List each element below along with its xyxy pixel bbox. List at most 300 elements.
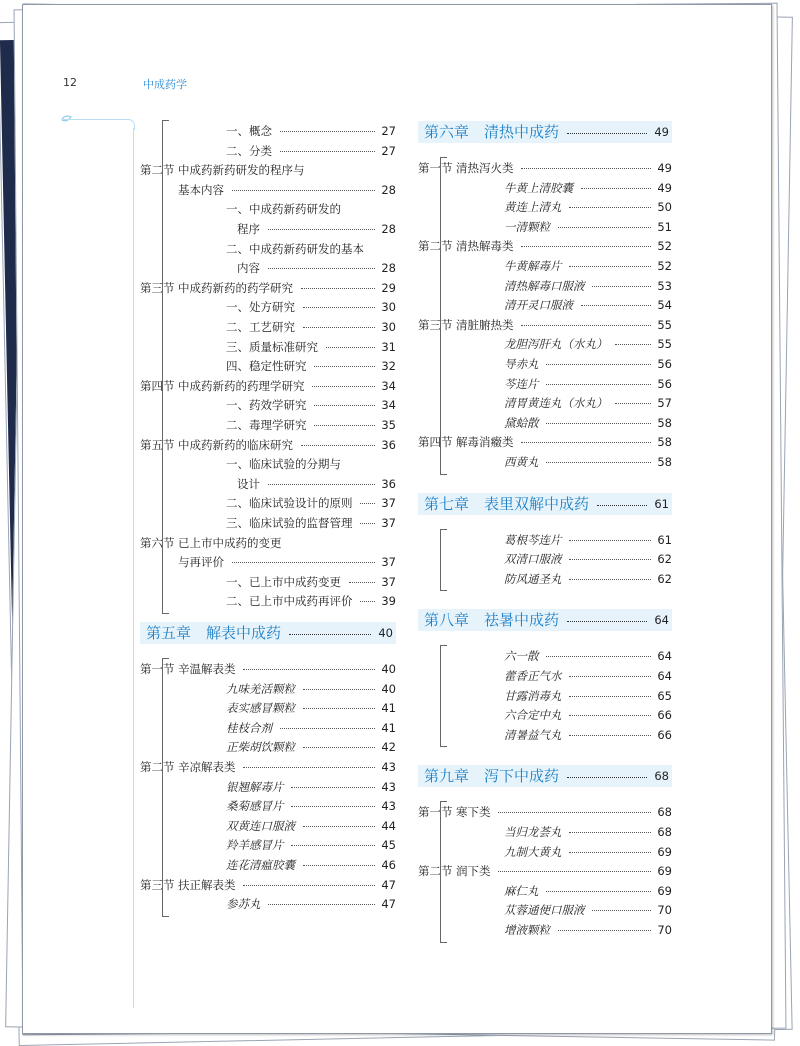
page-ref: 27 [381,143,396,158]
chapter-heading [418,493,672,515]
section-bracket [162,658,169,917]
entry-title: 一、中成药新药研发的 [226,202,341,217]
page-ref: 68 [657,805,672,820]
entry-title: 中成药新药的药学研究 [178,280,293,295]
page-ref: 28 [381,182,396,197]
page-ref: 51 [657,219,672,234]
toc-entry-row [140,573,396,591]
leader-dots [303,689,375,690]
leader-dots [360,523,375,524]
page-ref: 56 [657,357,672,371]
leader-dots [291,845,375,846]
toc-section-row [140,758,396,776]
decorative-rule [62,119,130,120]
toc-entry-row [140,259,396,277]
page-ref: 36 [381,476,396,491]
toc-section-row [418,316,672,334]
page-ref: 40 [381,681,396,696]
toc-entry-row [140,475,396,493]
entry-title: 润下类 [456,864,491,879]
toc-section-row [140,436,396,454]
entry-title: 导赤丸 [504,357,539,371]
entry-title: 黄连上清丸 [504,200,562,215]
page-ref: 32 [381,359,396,374]
entry-title: 羚羊感冒片 [226,838,284,853]
entry-title: 参苏丸 [226,897,261,912]
leader-dots [615,403,651,404]
section-bracket [440,645,447,747]
leader-dots [546,891,651,892]
page-ref: 35 [381,418,396,432]
entry-title: 连花清瘟胶囊 [226,858,295,872]
leader-dots [546,364,651,365]
page-ref: 62 [657,552,672,567]
section-number: 第一节 [418,161,453,175]
page-ref: 28 [381,222,396,236]
toc-entry-row [140,738,396,756]
leader-dots [360,503,375,504]
leader-dots [280,131,375,132]
entry-title: 中成药新药研发的程序与 [178,163,305,178]
leader-dots [268,229,375,230]
entry-title: 清热解毒口服液 [504,278,585,293]
toc-entry-row [418,550,672,568]
leader-dots [314,425,375,426]
page-ref: 64 [657,669,672,683]
chapter-heading [418,609,672,631]
entry-title: 二、已上市中成药再评价 [226,594,353,609]
page-ref: 65 [657,688,672,703]
toc-entry-row [140,142,396,160]
entry-title: 三、质量标准研究 [226,339,318,354]
leader-dots [569,852,651,853]
toc-entry-row [418,394,672,412]
toc-entry-row [140,778,396,796]
entry-title: 中成药新药的药理学研究 [178,378,305,393]
section-number: 第三节 [140,877,175,892]
page-ref: 37 [381,496,396,511]
chapter-title: 第八章 祛暑中成药 [424,611,560,630]
leader-dots [592,286,651,287]
toc-section-row [418,803,672,821]
section-number: 第四节 [418,435,453,450]
page-ref: 39 [381,594,396,609]
page-ref: 58 [657,455,672,469]
page-ref: 27 [381,124,396,138]
chapter-page-ref: 64 [654,613,669,628]
entry-title: 正柴胡饮颗粒 [226,740,295,755]
entry-title: 与再评价 [178,555,224,570]
page-ref: 54 [657,298,672,313]
leader-dots [569,207,651,208]
toc-section-row [140,660,396,678]
page-ref: 45 [381,838,396,853]
page-ref: 43 [381,760,396,774]
entry-title: 银翘解毒片 [226,779,284,794]
toc-entry-row [140,416,396,434]
section-number: 第三节 [140,280,175,295]
entry-title: 二、临床试验设计的原则 [226,496,353,511]
page-ref: 29 [381,280,396,295]
chapter-title: 第九章 泻下中成药 [424,767,560,786]
toc-entry-row [140,699,396,717]
page-ref: 69 [657,844,672,859]
entry-title: 扶正解表类 [178,877,236,892]
entry-title: 增液颗粒 [504,923,550,937]
leader-dots [232,190,375,191]
section-number: 第一节 [418,805,453,820]
leader-dots [349,582,375,583]
page-ref: 52 [657,259,672,273]
entry-title: 桑菊感冒片 [226,799,284,814]
page-ref: 28 [381,261,396,276]
toc-entry-row [140,836,396,854]
toc-entry-row [140,357,396,375]
leader-dots [301,288,375,289]
leader-dots [291,787,375,788]
entry-title: 内容 [237,261,260,276]
toc-entry-row [418,453,672,471]
page-ref: 49 [657,161,672,175]
section-bracket [440,801,447,942]
page-ref: 30 [381,320,396,334]
section-bracket [440,529,447,592]
entry-title: 清胃黄连丸（水丸） [504,396,608,411]
entry-title: 防风通圣丸 [504,571,562,586]
page-ref: 36 [381,437,396,452]
page-ref: 55 [657,317,672,332]
toc-entry-row [140,719,396,737]
leader-dots [546,423,651,424]
leader-dots [521,168,651,169]
entry-title: 一、概念 [226,124,272,138]
page-ref: 37 [381,516,396,530]
decorative-margin-line [133,128,134,1008]
page-ref: 40 [381,662,396,676]
entry-title: 甘露消毒丸 [504,688,562,703]
page-ref: 70 [657,903,672,918]
leader-dots [303,865,375,866]
leader-dots [268,904,375,905]
section-number: 第二节 [140,163,175,178]
toc-entry-row [140,220,396,238]
entry-title: 一、临床试验的分期与 [226,457,341,472]
entry-title: 基本内容 [178,182,224,197]
leader-dots [569,676,651,677]
page-ref: 69 [657,883,672,898]
entry-title: 龙胆泻肝丸（水丸） [504,337,608,352]
entry-title: 二、工艺研究 [226,320,295,334]
toc-entry-row [140,318,396,336]
toc-entry-row [140,240,396,258]
chapter-heading [140,622,396,644]
toc-entry-row [418,531,672,549]
page-ref: 30 [381,300,396,315]
leader-dots [567,133,647,134]
leader-dots [314,366,375,367]
toc-entry-row [418,335,672,353]
leader-dots [569,696,651,697]
leader-dots [521,325,651,326]
leader-dots [303,327,375,328]
page-ref: 69 [657,864,672,879]
entry-title: 一、药效学研究 [226,398,307,413]
entry-title: 牛黄上清胶囊 [504,180,573,195]
entry-title: 三、临床试验的监督管理 [226,516,353,530]
page-ref: 61 [657,532,672,547]
leader-dots [569,579,651,580]
section-number: 第四节 [140,378,175,393]
toc-entry-row [418,726,672,744]
entry-title: 桂枝合剂 [226,720,272,735]
page-ref: 49 [657,180,672,195]
toc-entry-row [418,218,672,236]
toc-entry-row [140,592,396,610]
entry-title: 四、稳定性研究 [226,359,307,374]
entry-title: 已上市中成药的变更 [178,535,282,550]
entry-title: 清脏腑热类 [456,317,514,332]
toc-entry-row [418,375,672,393]
leader-dots [498,812,651,813]
toc-entry-row [140,553,396,571]
toc-section-row [140,161,396,179]
toc-entry-row [418,901,672,919]
section-number: 第二节 [140,760,175,774]
leader-dots [558,227,651,228]
leader-dots [243,885,375,886]
page-ref: 58 [657,435,672,450]
toc-entry-row [418,296,672,314]
chapter-title: 第六章 清热中成药 [424,123,560,141]
toc-entry-row [418,647,672,665]
page-ref: 50 [657,200,672,215]
section-number: 第一节 [140,662,175,676]
entry-title: 双黄连口服液 [226,818,295,833]
entry-title: 清热解毒类 [456,239,514,254]
toc-entry-row [140,680,396,698]
entry-title: 六一散 [504,649,539,664]
toc-entry-row [140,122,396,140]
toc-entry-row [140,797,396,815]
toc-entry-row [418,706,672,724]
leader-dots [314,405,375,406]
page-ref: 42 [381,740,396,755]
page-ref: 41 [381,701,396,716]
page-ref: 44 [381,818,396,833]
toc-entry-row [140,455,396,473]
leader-dots [326,347,375,348]
leader-dots [546,462,651,463]
toc-section-row [418,433,672,451]
entry-title: 辛凉解表类 [178,760,236,774]
toc-entry-row [418,843,672,861]
toc-entry-row [418,667,672,685]
leader-dots [521,246,651,247]
chapter-page-ref: 68 [654,769,669,784]
toc-section-row [418,159,672,177]
page-ref: 47 [381,877,396,892]
page-ref: 64 [657,649,672,664]
entry-title: 六合定中丸 [504,708,562,723]
leader-dots [268,268,375,269]
leader-dots [268,484,375,485]
entry-title: 苁蓉通便口服液 [504,903,585,918]
page-ref: 68 [657,825,672,839]
leader-dots [581,188,651,189]
entry-title: 表实感冒颗粒 [226,701,295,716]
page-ref: 66 [657,708,672,723]
toc-entry-row [140,396,396,414]
leader-dots [280,728,375,729]
entry-title: 当归龙荟丸 [504,825,562,839]
entry-title: 二、中成药新药研发的基本 [226,241,364,256]
leader-dots [498,871,651,872]
entry-title: 九制大黄丸 [504,844,562,859]
leader-dots [569,559,651,560]
book-title: 中成药学 [143,78,187,91]
toc-entry-row [418,921,672,939]
toc-section-row [418,862,672,880]
toc-entry-row [140,514,396,532]
leader-dots [597,505,647,506]
section-number: 第二节 [418,864,453,879]
toc-section-row [140,876,396,894]
page-ref: 43 [381,799,396,814]
leader-dots [546,656,651,657]
entry-title: 设计 [237,476,260,491]
leader-dots [569,735,651,736]
page-ref: 58 [657,415,672,430]
page-ref: 31 [381,339,396,354]
leader-dots [546,384,651,385]
toc-entry-row [418,179,672,197]
section-number: 第五节 [140,437,175,452]
chapter-heading [418,765,672,787]
toc-entry-row [140,200,396,218]
leader-dots [521,442,651,443]
leader-dots [312,386,375,387]
leader-dots [615,344,651,345]
section-number: 第三节 [418,317,453,332]
page-ref: 52 [657,239,672,254]
entry-title: 寒下类 [456,805,491,820]
entry-title: 清开灵口服液 [504,298,573,313]
section-bracket [162,120,169,614]
entry-title: 黛蛤散 [504,415,539,430]
page-ref: 56 [657,376,672,391]
leader-dots [303,708,375,709]
entry-title: 清热泻火类 [456,161,514,175]
leader-dots [567,777,647,778]
toc-entry-row [418,257,672,275]
leader-dots [569,715,651,716]
entry-title: 二、毒理学研究 [226,418,307,432]
leader-dots [581,305,651,306]
leader-dots [243,669,375,670]
entry-title: 辛温解表类 [178,662,236,676]
chapter-title: 第五章 解表中成药 [146,624,282,642]
page-number: 12 [63,76,77,89]
page-ref: 62 [657,571,672,586]
toc-entry-row [418,198,672,216]
page-ref: 46 [381,858,396,872]
toc-entry-row [140,298,396,316]
toc-section-row [140,534,396,552]
page-ref: 34 [381,378,396,393]
leader-dots [291,806,375,807]
leader-dots [289,634,371,635]
entry-title: 藿香正气水 [504,669,562,683]
entry-title: 牛黄解毒片 [504,259,562,273]
chapter-page-ref: 40 [378,626,393,640]
leader-dots [569,540,651,541]
entry-title: 九味羌活颗粒 [226,681,295,696]
leader-dots [280,151,375,152]
page-ref: 34 [381,398,396,413]
leader-dots [232,562,375,563]
entry-title: 麻仁丸 [504,883,539,898]
leader-dots [303,826,375,827]
toc-entry-row [140,338,396,356]
toc-entry-row [418,355,672,373]
entry-title: 二、分类 [226,143,272,158]
toc-entry-row [418,570,672,588]
leader-dots [301,445,375,446]
entry-title: 一、已上市中成药变更 [226,574,341,589]
leader-dots [569,832,651,833]
page-ref: 43 [381,779,396,794]
toc-section-row [140,377,396,395]
page-ref: 57 [657,396,672,411]
toc-entry-row [418,823,672,841]
page-ref: 37 [381,574,396,589]
entry-title: 芩连片 [504,376,539,391]
toc-entry-row [418,414,672,432]
toc-entry-row [140,181,396,199]
entry-title: 解毒消癥类 [456,435,514,450]
page-ref: 37 [381,555,396,570]
entry-title: 一清颗粒 [504,219,550,234]
entry-title: 中成药新药的临床研究 [178,437,293,452]
page-ref: 53 [657,278,672,293]
toc-entry-row [418,687,672,705]
toc-entry-row [140,895,396,913]
leader-dots [243,767,375,768]
entry-title: 清暑益气丸 [504,727,562,742]
toc-entry-row [140,856,396,874]
leader-dots [303,307,375,308]
leader-dots [303,747,375,748]
page-ref: 55 [657,337,672,352]
toc-entry-row [140,494,396,512]
leader-dots [569,266,651,267]
entry-title: 一、处方研究 [226,300,295,315]
entry-title: 程序 [237,222,260,236]
chapter-page-ref: 49 [654,125,669,139]
toc-section-row [418,237,672,255]
toc-entry-row [418,277,672,295]
chapter-page-ref: 61 [654,496,669,511]
entry-title: 葛根芩连片 [504,532,562,547]
page-ref: 47 [381,897,396,912]
entry-title: 双清口服液 [504,552,562,567]
leader-dots [558,930,651,931]
leader-dots [567,621,647,622]
section-bracket [440,157,447,475]
section-number: 第六节 [140,535,175,550]
toc-entry-row [140,817,396,835]
leader-dots [592,910,651,911]
